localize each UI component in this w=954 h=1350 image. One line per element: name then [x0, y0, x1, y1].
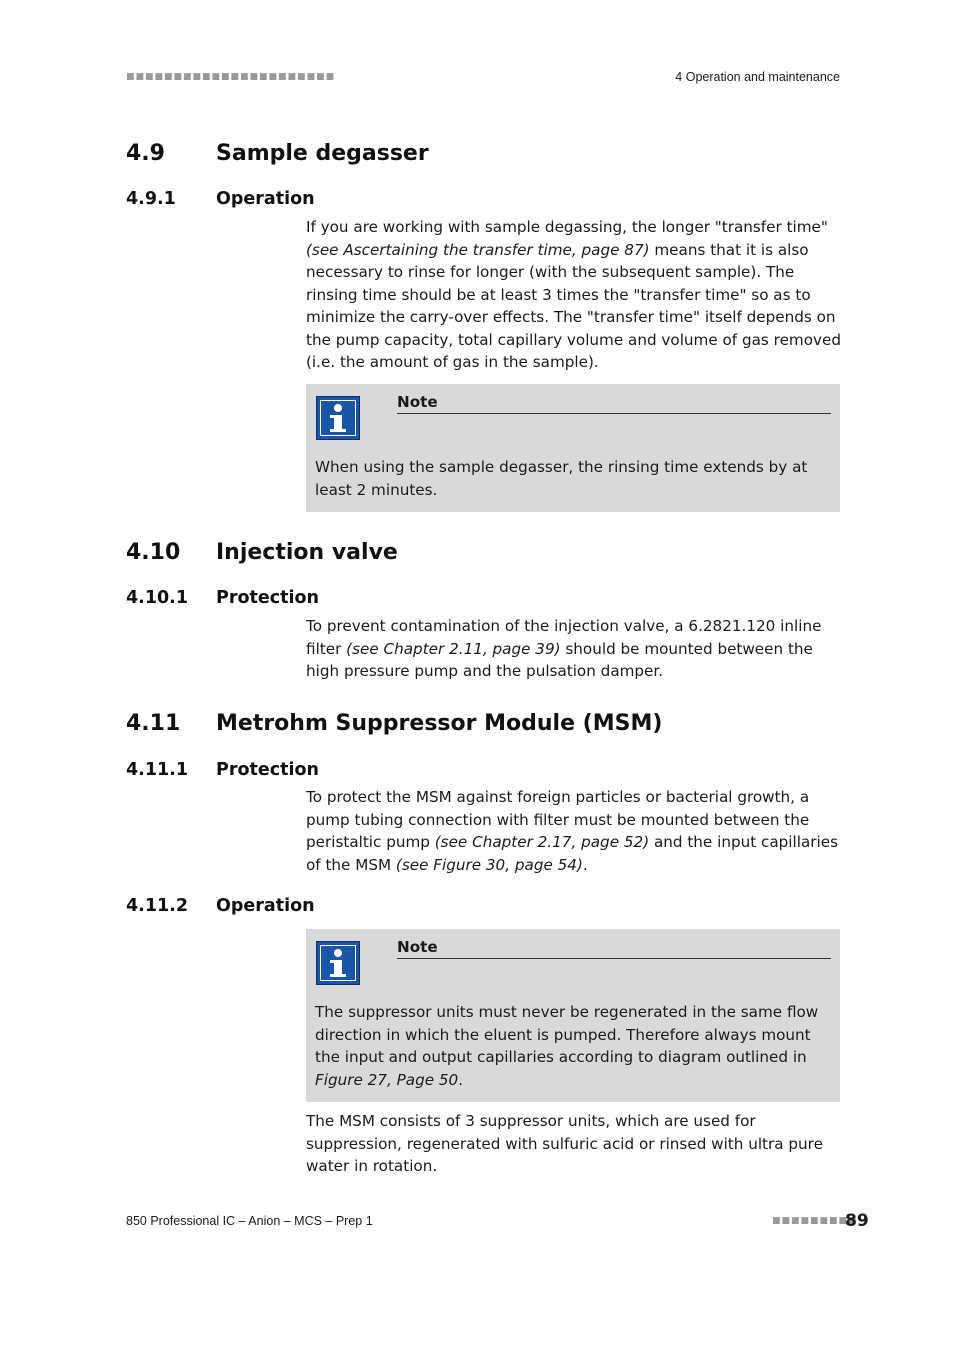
section-number: 4.11 — [126, 711, 181, 736]
subsection-number: 4.10.1 — [126, 588, 189, 608]
running-header-chapter: 4 Operation and maintenance — [675, 70, 840, 84]
footer-decoration: ■■■■■■■■■ — [772, 1216, 858, 1226]
section-title: Sample degasser — [216, 141, 429, 166]
paragraph-injection-valve-protection — [306, 615, 842, 683]
subsection-number: 4.11.2 — [126, 896, 189, 916]
paragraph-msm-operation: The MSM consists of 3 suppressor units, which are used for suppression, regenerated with sulfuric acid or rinsed with ultra pure water in rotation. — [306, 1112, 823, 1175]
cross-reference-link[interactable]: (see Figure 30, page 54) — [395, 855, 583, 874]
note-text — [315, 1001, 830, 1091]
note-box — [306, 384, 840, 512]
cross-reference-link[interactable]: (see Chapter 2.11, page 39) — [346, 639, 561, 658]
text-run: . — [582, 855, 588, 874]
info-icon — [316, 396, 360, 440]
text-run: means that it is also necessary to rinse for longer (with the subsequent sample). The rinsing time should be at least 3 times the "transfer time" so as to minimize the carry-over effects. The "transfer time" itself depends on the pump capacity, total capillary volume and volume of gas removed (i.e. the amount of gas in the sample). — [306, 240, 841, 371]
subsection-title: Operation — [216, 189, 315, 209]
paragraph-sample-degassing — [306, 216, 842, 374]
text-run: To prevent contamination of the injection valve, a 6.2821.120 inline filter — [306, 617, 822, 658]
text-run: To protect the MSM against foreign particles or bacterial growth, a pump tubing connection with filter must be mounted between the peristaltic pump — [306, 788, 810, 851]
page-number: 89 — [845, 1211, 869, 1231]
section-title: Injection valve — [216, 540, 398, 565]
header-decoration: ■■■■■■■■■■■■■■■■■■■■■■ — [126, 72, 336, 82]
cross-reference-link[interactable]: (see Chapter 2.17, page 52) — [434, 833, 650, 851]
footer-document-title: 850 Professional IC – Anion – MCS – Prep 1 — [126, 1214, 373, 1228]
note-title: Note — [397, 938, 831, 959]
note-text: When using the sample degasser, the rinsing time extends by at least 2 minutes. — [315, 458, 808, 499]
subsection-title: Operation — [216, 896, 315, 916]
section-heading-4-10 — [126, 540, 398, 565]
section-title: Metrohm Suppressor Module (MSM) — [216, 711, 663, 736]
info-icon — [316, 941, 360, 985]
section-number: 4.9 — [126, 141, 165, 166]
subsection-heading-4-9-1 — [126, 189, 315, 209]
subsection-title: Protection — [216, 760, 319, 780]
cross-reference-link[interactable]: Figure 27, Page 50 — [315, 1070, 459, 1089]
subsection-heading-4-11-2 — [126, 896, 315, 916]
text-run: The suppressor units must never be regenerated in the same flow direction in which the eluent is pumped. Therefore always mount the input and output capillaries according to diagram outlined in — [315, 1003, 819, 1066]
subsection-number: 4.11.1 — [126, 760, 189, 780]
paragraph-msm-protection — [306, 786, 842, 876]
section-number: 4.10 — [126, 540, 181, 565]
subsection-heading-4-10-1 — [126, 588, 319, 608]
section-heading-4-9 — [126, 141, 429, 166]
cross-reference-link[interactable]: (see Ascertaining the transfer time, page 87) — [306, 240, 650, 259]
text-run: . — [458, 1070, 464, 1089]
note-title: Note — [397, 393, 831, 414]
subsection-heading-4-11-1 — [126, 760, 319, 780]
text-run: and the input capillaries of the MSM — [306, 833, 838, 874]
subsection-number: 4.9.1 — [126, 189, 176, 209]
subsection-title: Protection — [216, 588, 319, 608]
section-heading-4-11 — [126, 711, 662, 736]
text-run: If you are working with sample degassing, the longer "transfer time" — [306, 218, 828, 236]
note-box — [306, 929, 840, 1102]
text-run: should be mounted between the high pressure pump and the pulsation damper. — [306, 639, 813, 680]
